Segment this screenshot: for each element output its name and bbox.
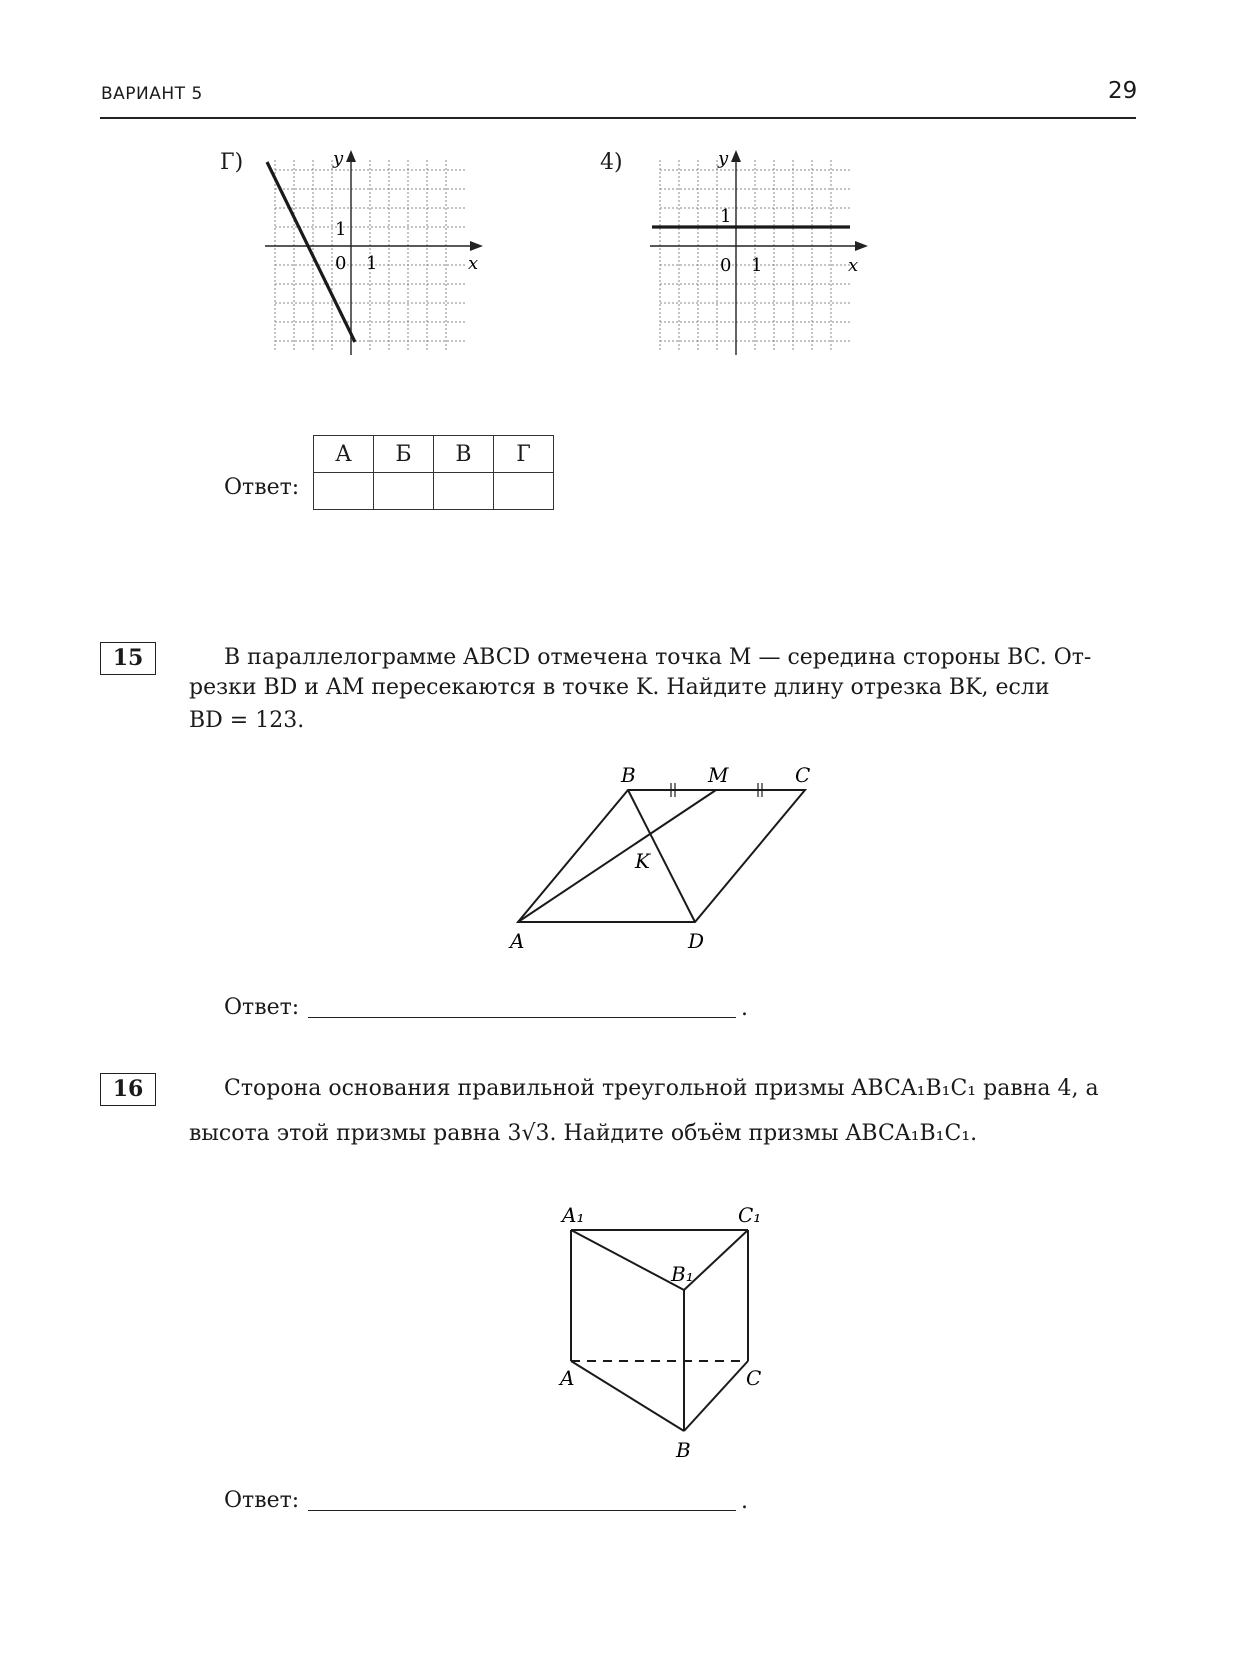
edge-a1b1 <box>571 1230 684 1290</box>
answer-cell-a[interactable] <box>314 473 374 510</box>
task-16-line-2: высота этой призмы равна 3√3. Найдите объём призмы ABCA₁B₁C₁. <box>189 1121 978 1146</box>
label-b-prism: B <box>676 1438 691 1462</box>
graph-g-y-arrow-icon <box>346 150 356 162</box>
edge-ab <box>571 1361 684 1431</box>
answer-cell-v[interactable] <box>434 473 494 510</box>
header-divider <box>100 117 1136 119</box>
answer-table-label: Ответ: <box>224 475 300 500</box>
answer-cell-b[interactable] <box>374 473 434 510</box>
edge-bc <box>684 1361 748 1431</box>
graph-4-tick-x: 1 <box>751 255 763 276</box>
task-15-answer-field[interactable] <box>308 1017 736 1018</box>
task-16-answer-label: Ответ: <box>224 1488 300 1513</box>
label-d: D <box>688 929 705 953</box>
graph-4-tick-y: 1 <box>720 206 732 227</box>
task-15-line-1: В параллелограмме ABCD отмечена точка M — середина стороны BC. От- <box>224 645 1092 670</box>
task-16-number: 16 <box>100 1073 156 1106</box>
label-a: A <box>510 929 525 953</box>
answer-table-header-g: Г <box>494 436 554 473</box>
answer-table-header-b: Б <box>374 436 434 473</box>
graph-4-x-arrow-icon <box>855 241 868 251</box>
label-c: C <box>795 763 811 787</box>
task-15-answer-label: Ответ: <box>224 995 300 1020</box>
task-16-line-1: Сторона основания правильной треугольной призмы ABCA₁B₁C₁ равна 4, а <box>224 1076 1099 1101</box>
page-number: 29 <box>1108 78 1138 104</box>
graph-g-tick-x: 1 <box>366 253 378 274</box>
task-16-answer-dot: . <box>741 1489 748 1514</box>
task-15-line-2: резки BD и AM пересекаются в точке K. Найдите длину отрезка BK, если <box>189 675 1050 700</box>
graph-g-label: Г) <box>220 150 244 175</box>
answer-cell-g[interactable] <box>494 473 554 510</box>
label-k: K <box>635 849 650 873</box>
graph-4-y-label: y <box>718 148 729 169</box>
label-b1: B₁ <box>671 1262 694 1286</box>
label-a-prism: A <box>560 1366 575 1390</box>
label-c-prism: C <box>746 1366 762 1390</box>
label-a1: A₁ <box>562 1203 585 1227</box>
graph-4-y-arrow-icon <box>731 150 741 162</box>
task-15-line-3: BD = 123. <box>189 708 305 733</box>
answer-table <box>313 435 554 510</box>
segment-am <box>518 790 716 922</box>
graph-g <box>265 150 485 360</box>
header-title: ВАРИАНТ 5 <box>101 84 203 104</box>
graph-4-origin: 0 <box>720 255 732 276</box>
graph-g-origin: 0 <box>335 253 347 274</box>
graph-g-x-label: x <box>468 253 479 274</box>
task-15-number: 15 <box>100 642 156 675</box>
task-15-answer-dot: . <box>741 996 748 1021</box>
label-m: M <box>708 763 729 787</box>
graph-g-x-arrow-icon <box>470 241 483 251</box>
graph-g-tick-y: 1 <box>335 219 347 240</box>
task-16-answer-field[interactable] <box>308 1510 736 1511</box>
answer-table-header-v: В <box>434 436 494 473</box>
parallelogram-figure <box>500 760 830 960</box>
prism-figure <box>545 1195 785 1465</box>
graph-4 <box>650 150 870 360</box>
graph-g-y-label: y <box>333 148 344 169</box>
graph-4-label: 4) <box>600 150 623 175</box>
answer-table-header-a: А <box>314 436 374 473</box>
graph-4-x-label: x <box>848 255 859 276</box>
label-c1: C₁ <box>738 1203 762 1227</box>
label-b: B <box>621 763 636 787</box>
